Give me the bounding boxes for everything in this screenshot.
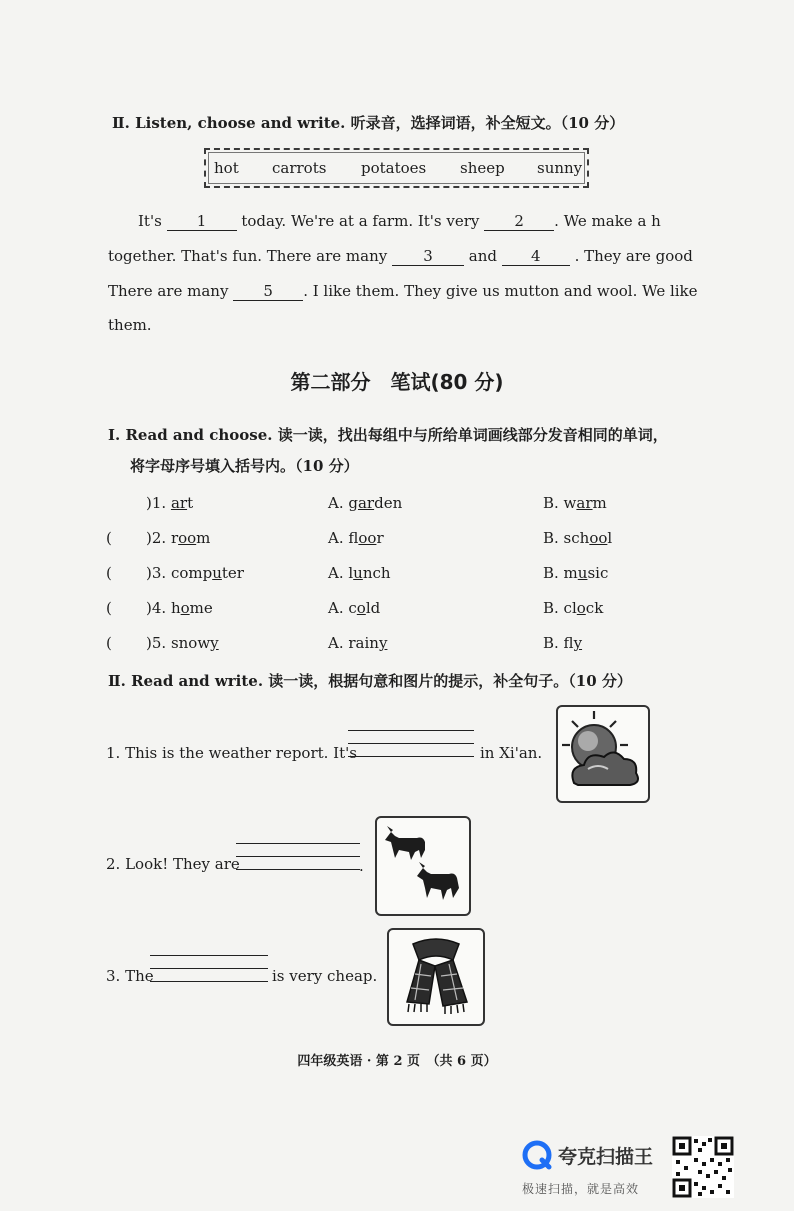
passage-line-2: together. That's fun. There are many 3 and 4 . They are good	[108, 247, 693, 265]
q1-suffix: in Xi'an.	[480, 744, 543, 762]
blank-4[interactable]: 4	[502, 247, 570, 266]
question-word: )2. room	[146, 529, 211, 547]
option-a: A. rainy	[328, 634, 388, 652]
blank-3[interactable]: 3	[392, 247, 464, 266]
page-footer: 四年级英语 · 第 2 页 （共 6 页）	[297, 1054, 497, 1069]
horses-picture	[375, 816, 471, 916]
option-b: B. clock	[543, 599, 604, 617]
sun-cloud-picture	[556, 705, 650, 803]
q2-suffix: .	[359, 857, 364, 875]
blank-1[interactable]: 1	[167, 212, 237, 231]
blank-2[interactable]: 2	[484, 212, 554, 231]
passage-line-1: It's 1 today. We're at a farm. It's very 2 . We make a h	[138, 212, 661, 230]
answer-bracket[interactable]: (	[106, 564, 112, 582]
section1-heading: Ⅰ. Read and choose. 读一读，找出每组中与所给单词画线部分发音相同的单词，	[108, 426, 668, 444]
word-bank-item: hot	[214, 159, 239, 177]
scarf-icon	[389, 930, 483, 1024]
answer-bracket[interactable]: (	[106, 634, 112, 652]
sun-cloud-icon	[558, 707, 648, 801]
scarf-picture	[387, 928, 485, 1026]
q3-suffix: is very cheap.	[272, 967, 378, 985]
option-b: B. music	[543, 564, 609, 582]
question-word: )3. computer	[146, 564, 244, 582]
horses-icon	[377, 818, 469, 914]
brand-slogan: 极速扫描，就是高效	[522, 1182, 640, 1196]
section1-heading-2: 将字母序号填入括号内。（10 分）	[130, 457, 359, 475]
listening-heading: Ⅱ. Listen, choose and write. 听录音，选择词语，补全短文。（10 分）	[112, 114, 625, 132]
blank-5[interactable]: 5	[233, 282, 303, 301]
section2-heading: Ⅱ. Read and write. 读一读，根据句意和图片的提示，补全句子。（10 分）	[108, 672, 632, 690]
option-b: B. school	[543, 529, 613, 547]
option-b: B. fly	[543, 634, 583, 652]
quark-logo-icon	[522, 1140, 552, 1170]
q3-answer-lines[interactable]	[150, 955, 268, 995]
word-bank-item: carrots	[272, 159, 327, 177]
word-bank-item: sheep	[460, 159, 505, 177]
option-b: B. warm	[543, 494, 607, 512]
question-word: )5. snowy	[146, 634, 219, 652]
part2-title: 第二部分 笔试(80 分)	[290, 370, 504, 394]
option-a: A. lunch	[328, 564, 391, 582]
q2-prefix: 2. Look! They are	[106, 855, 240, 873]
passage-line-3: There are many 5 . I like them. They give us mutton and wool. We like	[108, 282, 698, 300]
option-a: A. cold	[328, 599, 381, 617]
option-a: A. floor	[328, 529, 384, 547]
passage-line-4: them.	[108, 316, 152, 334]
q2-answer-lines[interactable]	[236, 843, 360, 883]
word-bank-item: sunny	[537, 159, 583, 177]
answer-bracket[interactable]: (	[106, 529, 112, 547]
word-bank-item: potatoes	[361, 159, 427, 177]
q1-answer-lines[interactable]	[348, 730, 474, 770]
option-a: A. garden	[328, 494, 403, 512]
q3-prefix: 3. The	[106, 967, 154, 985]
word-bank	[204, 148, 589, 188]
question-word: )4. home	[146, 599, 213, 617]
question-word: )1. art	[146, 494, 194, 512]
brand-name: 夸克扫描王	[558, 1146, 654, 1168]
qr-code-icon	[672, 1136, 734, 1198]
answer-bracket[interactable]: (	[106, 599, 112, 617]
q1-prefix: 1. This is the weather report. It's	[106, 744, 357, 762]
